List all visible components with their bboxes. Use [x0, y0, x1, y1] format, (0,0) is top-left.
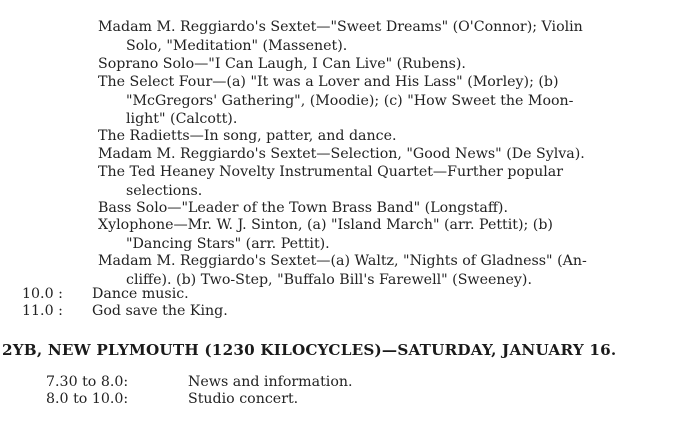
schedule-text: News and information. [188, 374, 353, 390]
closing-text: Dance music. [92, 286, 189, 302]
programme-line: "Dancing Stars" (arr. Pettit). [126, 235, 330, 252]
closing-item [22, 285, 189, 304]
programme-item [98, 216, 553, 253]
programme-item [98, 55, 466, 74]
programme-line: Bass Solo—"Leader of the Town Brass Band" (Longstaff). [98, 200, 508, 216]
programme-line: Madam M. Reggiardo's Sextet—Selection, "Good News" (De Sylva). [98, 146, 585, 162]
programme-line: light" (Calcott). [126, 111, 238, 127]
programme-line: Madam M. Reggiardo's Sextet—(a) Waltz, "Nights of Gladness" (An- [98, 253, 587, 269]
programme-line: The Ted Heaney Novelty Instrumental Quartet—Further popular [98, 164, 564, 180]
schedule-text: Studio concert. [188, 391, 299, 407]
schedule-item [46, 373, 353, 392]
programme-item [98, 18, 583, 55]
programme-item [98, 145, 585, 164]
programme-line: Solo, "Meditation" (Massenet). [126, 37, 348, 54]
programme-line: Soprano Solo—"I Can Laugh, I Can Live" (Rubens). [98, 56, 466, 72]
programme-line: Xylophone—Mr. W. J. Sinton, (a) "Island March" (arr. Pettit); (b) [98, 217, 553, 233]
programme-line: Madam M. Reggiardo's Sextet—"Sweet Dreams" (O'Connor); Violin [98, 19, 583, 35]
closing-text: God save the King. [92, 303, 228, 319]
schedule-item [46, 390, 298, 409]
schedule-time: 7.30 to 8.0: [46, 374, 129, 390]
programme-line: selections. [126, 182, 203, 199]
programme-line: The Radietts—In song, patter, and dance. [98, 128, 397, 144]
schedule-time: 8.0 to 10.0: [46, 391, 129, 407]
programme-line: cliffe). (b) Two-Step, "Buffalo Bill's Farewell" (Sweeney). [126, 271, 532, 288]
programme-line: "McGregors' Gathering", (Moodie); (c) "How Sweet the Moon- [126, 92, 574, 109]
closing-item [22, 302, 228, 321]
programme-item [98, 199, 508, 218]
programme-item [98, 73, 573, 129]
closing-time: 10.0 : [22, 286, 63, 302]
programme-line: The Select Four—(a) "It was a Lover and His Lass" (Morley); (b) [98, 74, 559, 90]
station-heading: 2YB, NEW PLYMOUTH (1230 KILOCYCLES)—SATURDAY, JANUARY 16. [2, 341, 617, 359]
programme-item [98, 127, 396, 146]
programme-item [98, 252, 587, 289]
closing-time: 11.0 : [22, 303, 63, 319]
programme-item [98, 163, 563, 200]
